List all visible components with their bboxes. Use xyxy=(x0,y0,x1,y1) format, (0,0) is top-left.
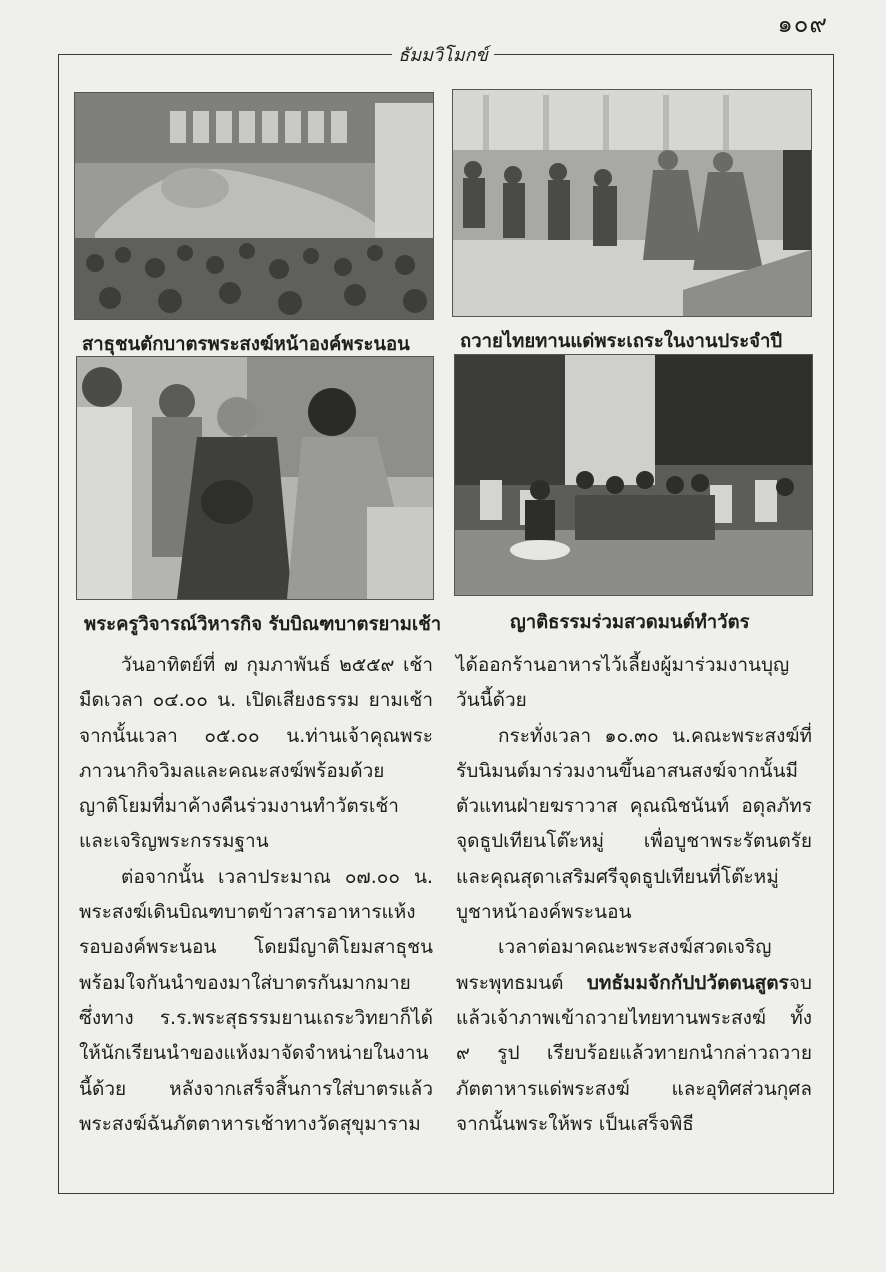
paragraph: ได้ออกร้านอาหารไว้เลี้ยงผู้มาร่วมงานบุญวันนี้ด้วย xyxy=(456,654,790,712)
article-left-column xyxy=(79,648,433,1142)
photo-monk-alms-round xyxy=(76,356,434,600)
photo-caption-3: พระครูวิจารณ์วิหารกิจ รับบิณฑบาตรยามเช้า xyxy=(84,614,442,635)
photo-caption-2: ถวายไทยทานแด่พระเถระในงานประจำปี xyxy=(460,331,783,352)
paragraph: วันอาทิตย์ที่ ๗ กุมภาพันธ์ ๒๕๕๙ เช้ามืดเวลา ๐๔.๐๐ น. เปิดเสียงธรรม ยามเช้า จากนั้นเวลา ๐๕.๐๐ น.ท่านเจ้าคุณพระภาวนากิจวิมลและคณะสงฆ์พร้อมด้วยญาติโยมที่มาค้างคืนร่วมงานทำวัตรเช้า และเจริญพระกรรมฐาน xyxy=(79,654,433,853)
paragraph xyxy=(456,930,812,1142)
photo-caption-1: สาธุชนตักบาตรพระสงฆ์หน้าองค์พระนอน xyxy=(82,334,410,355)
photo-offering-monks xyxy=(452,89,812,317)
photo-chanting-group xyxy=(454,354,813,596)
paragraph: กระทั่งเวลา ๑๐.๓๐ น.คณะพระสงฆ์ที่รับนิมนต์มาร่วมงานขึ้นอาสนสงฆ์จากนั้นมีตัวแทนฝ่ายฆราวาส คุณณิชนันท์ อดุลภัทร จุดธูปเทียนโต๊ะหมู่ เพื่อบูชาพระรัตนตรัย และคุณสุดาเสริมศรีจุดธูปเทียนที่โต๊ะหมู่บูชาหน้าองค์พระนอน xyxy=(456,724,812,924)
paragraph: ต่อจากนั้น เวลาประมาณ ๐๗.๐๐ น. พระสงฆ์เดินบิณฑบาตข้าวสารอาหารแห้ง รอบองค์พระนอน โดยมีญาติโยมสาธุชน พร้อมใจกันนำของมาใส่บาตรกันมากมาย ซึ่งทาง ร.ร.พระสุธรรมยานเถระวิทยาก็ได้ให้นักเรียนนำของแห้งมาจัดจำหน่ายในงานนี้ด้วย หลังจากเสร็จสิ้นการใส่บาตรแล้ว พระสงฆ์ฉันภัตตาหารเช้าทางวัดสุขุมาราม xyxy=(79,865,433,1135)
running-header: ธัมมวิโมกข์ xyxy=(0,40,886,69)
photo-reclining-buddha xyxy=(74,92,434,320)
paragraph-text: เวลาต่อมาคณะพระสงฆ์สวดเจริญพระพุทธมนต์ xyxy=(456,936,772,994)
page-number: ๑๐๙ xyxy=(777,10,828,38)
article-right-column xyxy=(456,648,812,1142)
sutta-title: บทธัมมจักกัปปวัตตนสูตร xyxy=(586,971,789,994)
paragraph-text: จบ แล้วเจ้าภาพเข้าถวายไทยทานพระสงฆ์ ทั้ง ๙ รูป เรียบร้อยแล้วทายกนำกล่าวถวายภัตตาหารแด่พระสงฆ์ และอุทิศส่วนกุศล จากนั้นพระให้พร เป็นเสร็จพิธี xyxy=(456,971,812,1135)
photo-caption-4: ญาติธรรมร่วมสวดมนต์ทำวัตร xyxy=(510,612,750,633)
